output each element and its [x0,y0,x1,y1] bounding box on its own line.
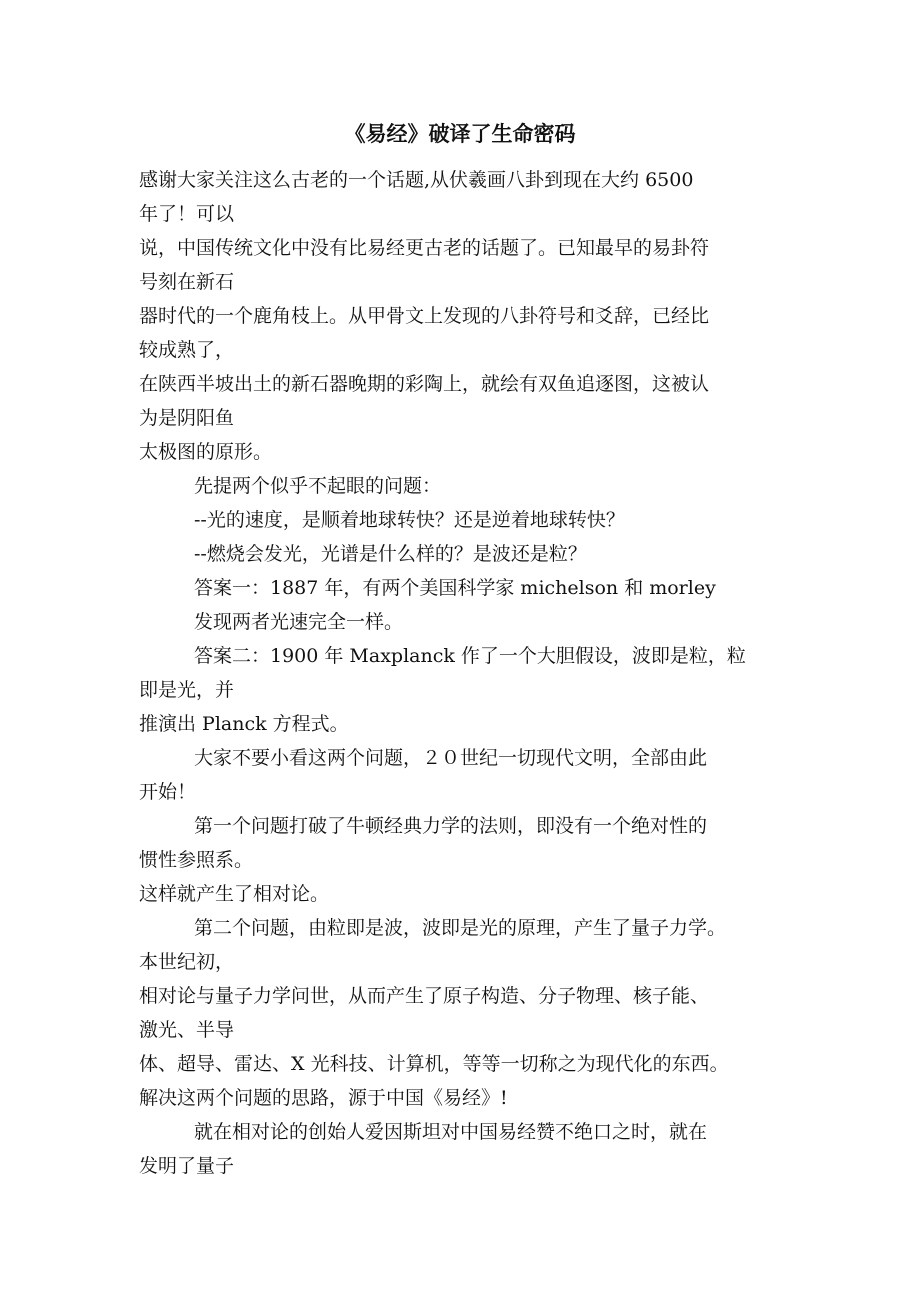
text-line: 体、超导、雷达、X 光科技、计算机，等等一切称之为现代化的东西。 [139,1053,729,1075]
text-line: 发现两者光速完全一样。 [194,611,404,633]
text-line: 器时代的一个鹿角枝上。从甲骨文上发现的八卦符号和爻辞，已经比 [139,305,710,327]
text-line: 先提两个似乎不起眼的问题： [194,475,442,497]
text-line: 较成熟了， [139,339,235,361]
document-body [139,163,799,1183]
text-line: 第一个问题打破了牛顿经典力学的法则，即没有一个绝对性的 [194,815,708,837]
text-line: 为是阴阳鱼 [139,407,235,429]
text-line: 推演出 Planck 方程式。 [139,713,349,735]
text-line: 第二个问题，由粒即是波，波即是光的原理，产生了量子力学。 [194,917,727,939]
text-line: 答案二：1900 年 Maxplanck 作了一个大胆假设，波即是粒，粒 [194,645,746,667]
text-line: 答案一：1887 年，有两个美国科学家 michelson 和 morley [194,577,716,599]
text-line: 太极图的原形。 [139,441,273,463]
text-line: 就在相对论的创始人爱因斯坦对中国易经赞不绝口之时，就在 [194,1121,708,1143]
text-line: 本世纪初， [139,951,235,973]
text-line: 相对论与量子力学问世，从而产生了原子构造、分子物理、核子能、 [139,985,710,1007]
text-line: 解决这两个问题的思路，源于中国《易经》! [139,1087,508,1109]
text-line: 即是光，并 [139,679,235,701]
text-line: --光的速度，是顺着地球转快？还是逆着地球转快？ [194,509,625,531]
text-line: 惯性参照系。 [139,849,254,871]
text-line: 大家不要小看这两个问题，２０世纪一切现代文明，全部由此 [194,747,708,769]
text-line: 激光、半导 [139,1019,235,1041]
text-line: --燃烧会发光，光谱是什么样的？是波还是粒？ [194,543,587,565]
text-line: 这样就产生了相对论。 [139,883,330,905]
text-line: 开始！ [139,781,197,803]
text-line: 年了！可以 [139,203,235,225]
text-line: 说，中国传统文化中没有比易经更古老的话题了。已知最早的易卦符 [139,237,710,259]
text-line: 号刻在新石 [139,271,235,293]
document-title: 《易经》破译了生命密码 [344,122,576,146]
text-line: 感谢大家关注这么古老的一个话题,从伏羲画八卦到现在大约 6500 [139,169,694,191]
text-line: 在陕西半坡出土的新石器晚期的彩陶上，就绘有双鱼追逐图，这被认 [139,373,710,395]
text-line: 发明了量子 [139,1155,235,1177]
